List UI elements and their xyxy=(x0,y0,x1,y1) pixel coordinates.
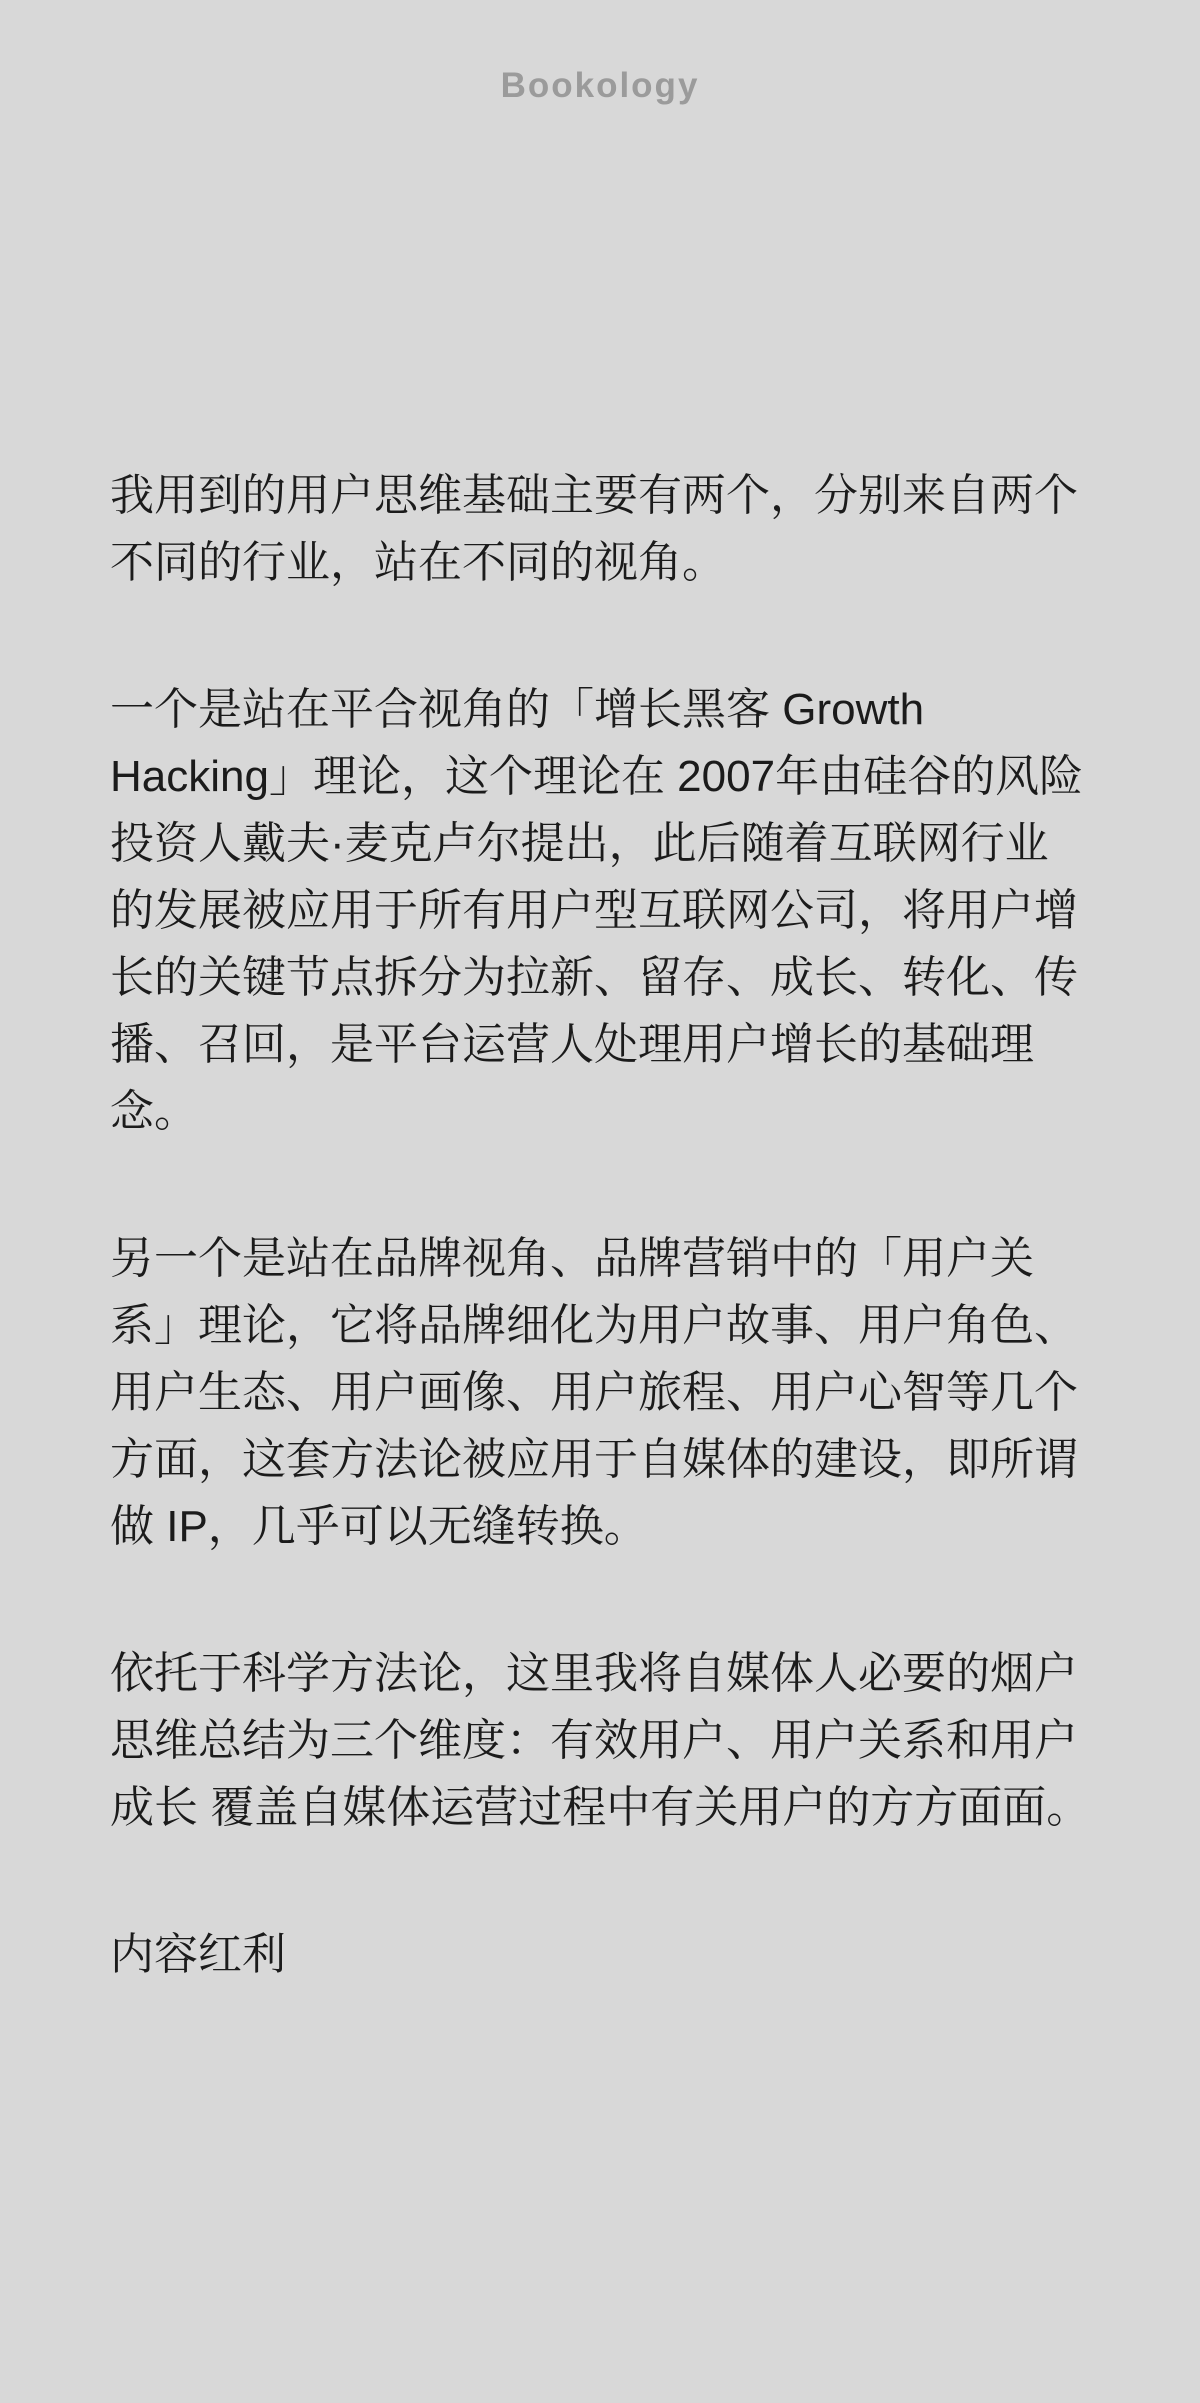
paragraph: 依托于科学方法论，这里我将自媒体人必要的烟户思维总结为三个维度：有效用户、用户关系和用户成长 覆盖自媒体运营过程中有关用户的方方面面。 xyxy=(110,1649,1091,1832)
brand-logo: Bookology xyxy=(500,66,700,105)
page-content xyxy=(110,462,1092,2068)
paragraph: 另一个是站在品牌视角、品牌营销中的「用户关系」理论，它将品牌细化为用户故事、用户角色、用户生态、用户画像、用户旅程、用户心智等几个方面，这套方法论被应用于自媒体的建设，即所谓做 IP，几乎可以无缝转换。 xyxy=(110,1234,1078,1551)
footer-note: 内容红利 xyxy=(110,1930,286,1979)
paragraph: 我用到的用户思维基础主要有两个，分别来自两个不同的行业，站在不同的视角。 xyxy=(110,471,1078,587)
paragraph: 一个是站在平合视角的「增长黑客 Growth Hacking」理论，这个理论在 2007年由硅谷的风险投资人戴夫·麦克卢尔提出，此后随着互联网行业的发展被应用于所有用户型互联网公司，将用户增长的关键节点拆分为拉新、留存、成长、转化、传播、召回，是平台运营人处理用户增长的基础理念。 xyxy=(110,685,1084,1136)
